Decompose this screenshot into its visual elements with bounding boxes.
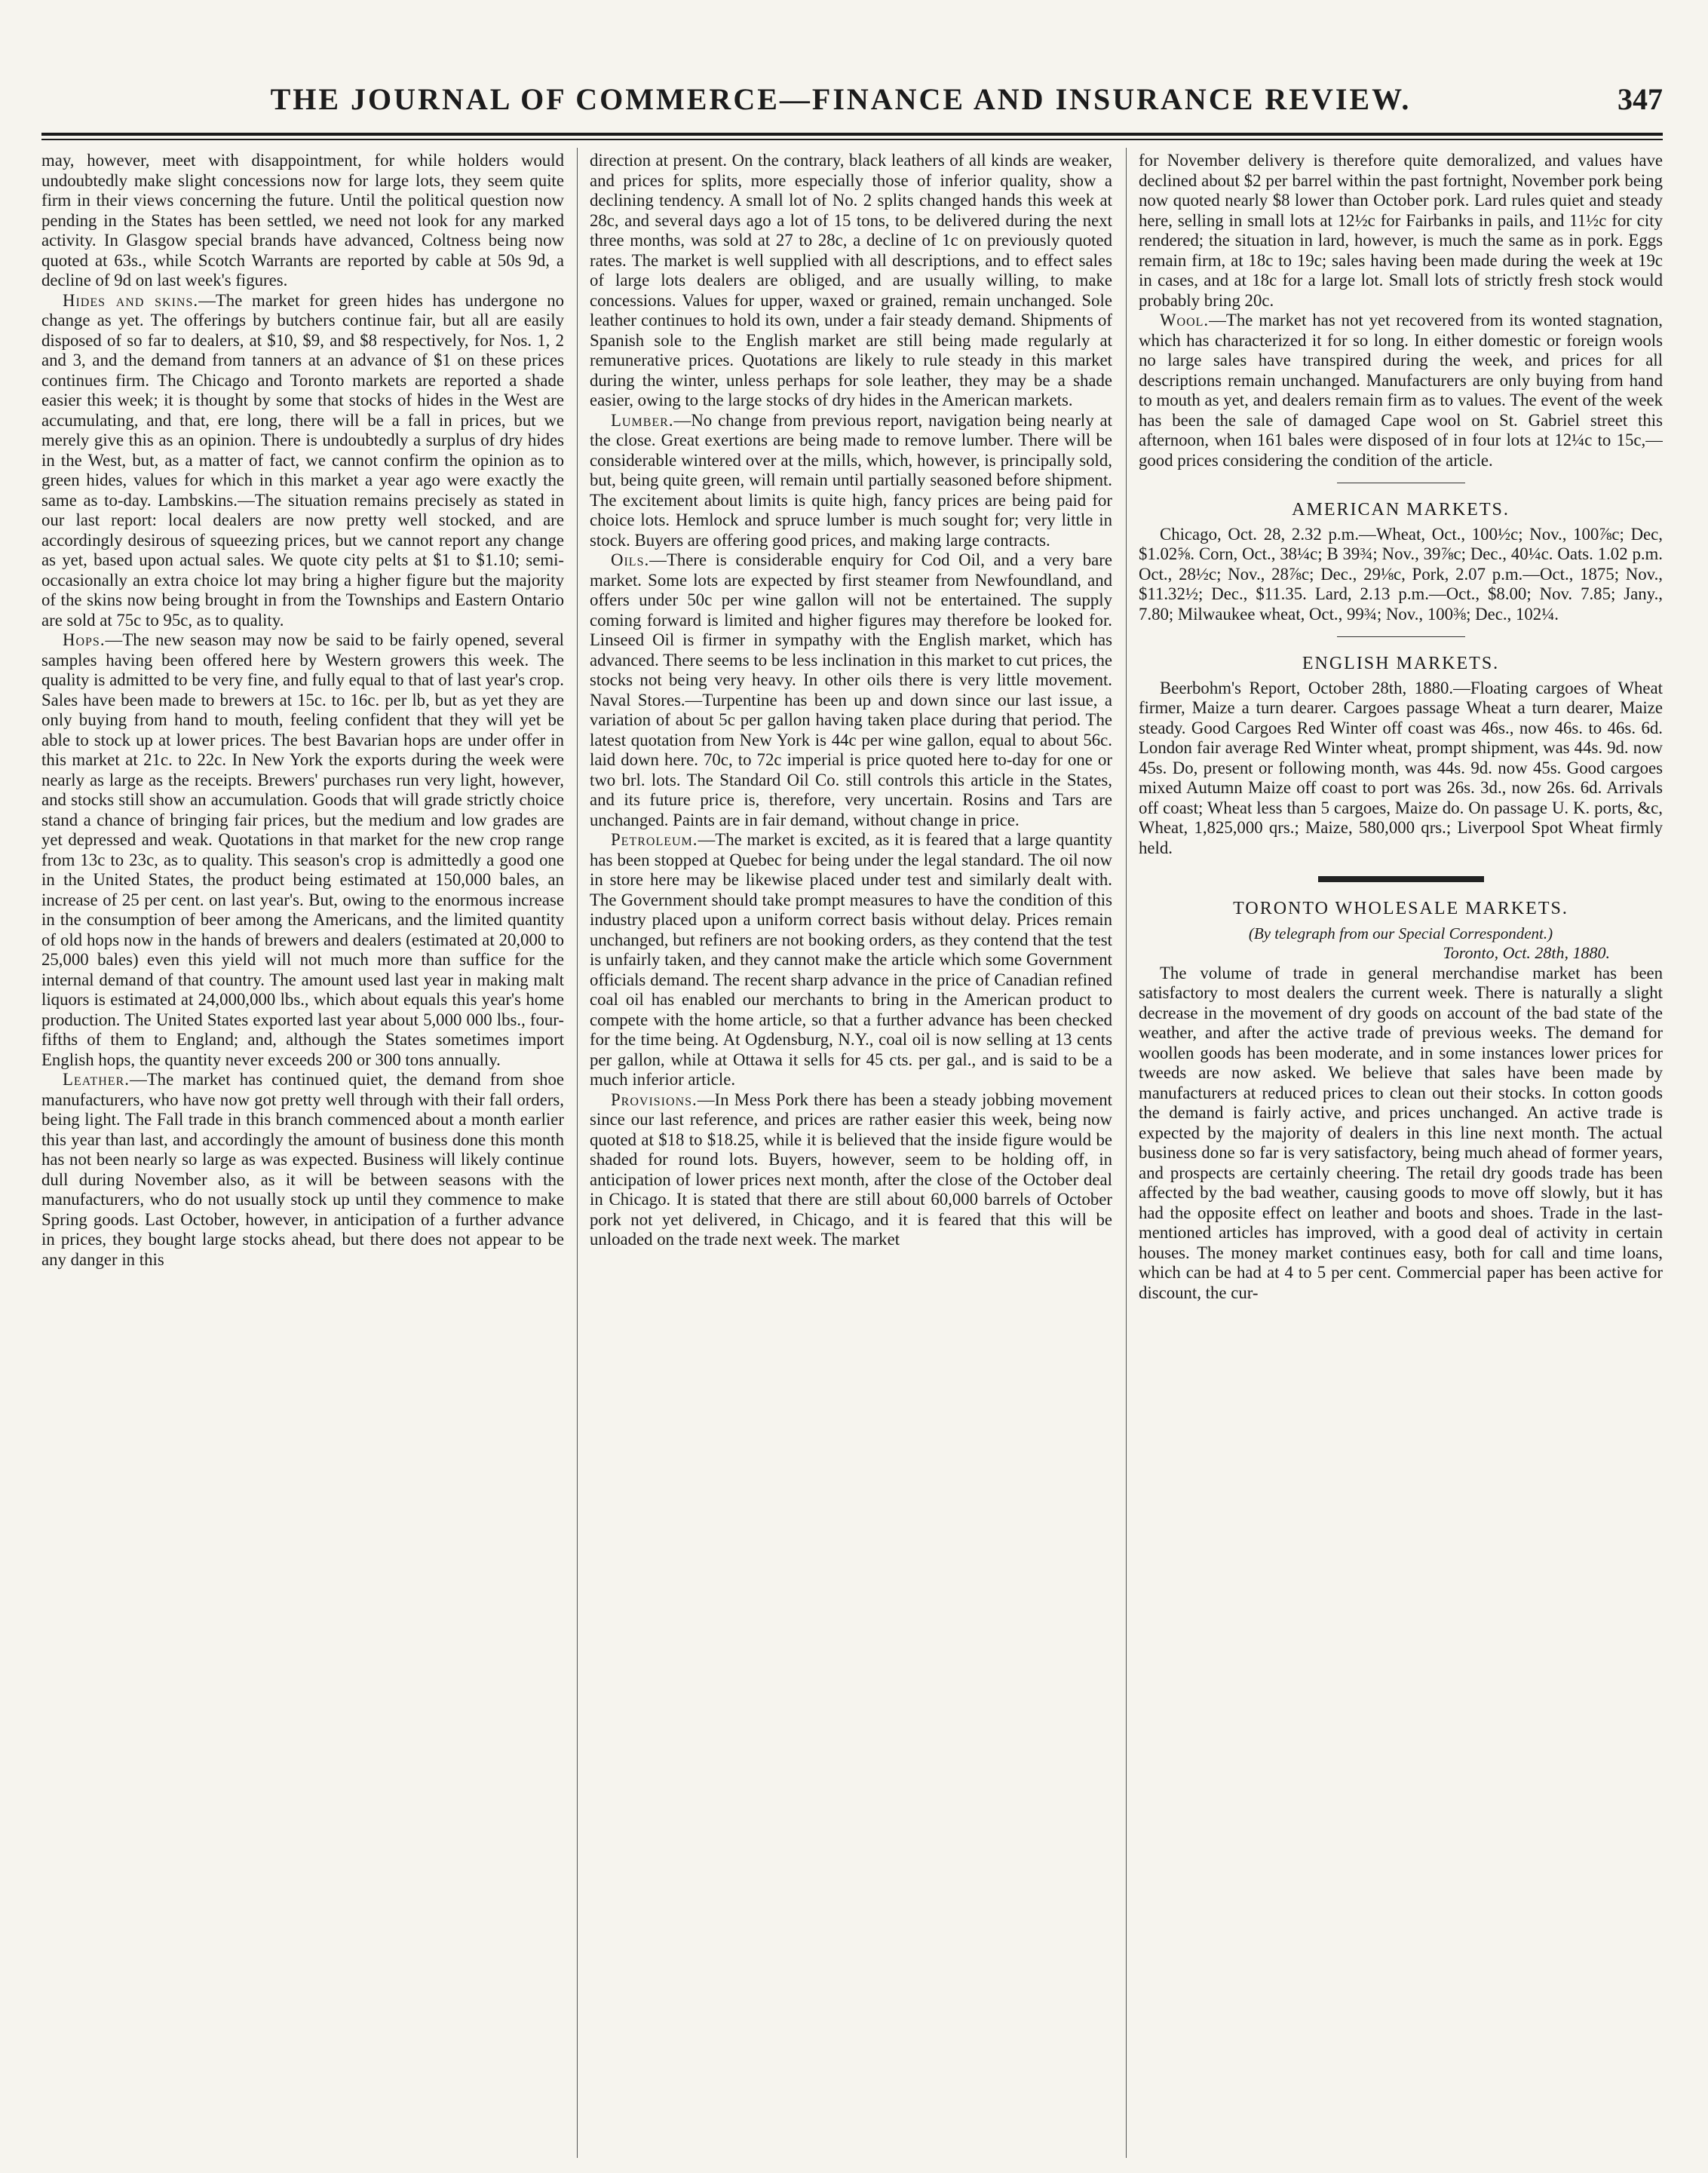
paragraph-petroleum: [590, 830, 1112, 1090]
paragraph-iron-continued: may, however, meet with disappointment, for while holders would undoubtedly make slight concessions now for large lots, they seem quite firm in their views concerning the future. Until the political question now pending in the States has been settled, we need not look for any marked activity. In Glasgow special brands have advanced, Coltness being now quoted at 63s., while Scotch Warrants are reported by cable at 50s 9d, a decline of 9d on last week's figures.: [41, 151, 564, 290]
journal-title: THE JOURNAL OF COMMERCE—FINANCE AND INSURANCE REVIEW.: [270, 82, 1412, 116]
paragraph-toronto-markets: The volume of trade in general merchandise market has been satisfactory to most dealers the current week. There is naturally a slight decrease in the movement of dry goods on account of the bad state of the weather, and after the active trade of previous weeks. The demand for woollen goods has been moderate, and in some instances lower prices for tweeds are now asked. We believe that sales have been made by manufacturers at reduced prices to clean out their stocks. In cotton goods the demand is fairly active, and prices unchanged. An active trade is expected by the majority of dealers in this line next month. The actual business done so far is very satisfactory, being much ahead of former years, and prospects are certainly cheering. The retail dry goods trade has been affected by the bad weather, causing goods to move off slowly, but it has had the opposite effect on leather and boots and shoes. Trade in the last-mentioned articles has improved, with a good deal of activity in certain houses. The money market continues easy, both for call and time loans, which can be had at 4 to 5 per cent. Commercial paper has been active for discount, the cur-: [1139, 963, 1663, 1302]
heading-english-markets: ENGLISH MARKETS.: [1302, 654, 1500, 673]
section-lead-leather: Leather.: [63, 1070, 130, 1089]
column-divider: [577, 148, 578, 2158]
section-body-petroleum: —The market is excited, as it is feared that a large quantity has been stopped at Quebec for being under the legal standard. The oil now in store here may be likewise placed under test and similarly dealt with. The Government should take prompt measures to have the condition of this industry placed upon a uniform correct basis without delay. Prices remain unchanged, but refiners are not booking orders, as they contend that the test is unfairly taken, and they cannot make the article which some Government officials demand. The recent sharp advance in the price of Canadian refined coal oil has enabled our merchants to bring in the American product to compete with the home article, so that a further advance has been checked for the time being. At Ogdensburg, N.Y., coal oil is now selling at 13 cents per gallon, while at Ottawa it sells for 45 cts. per gal., and is said to be a much inferior article.: [590, 830, 1112, 1089]
paragraph-provisions-continued: for November delivery is therefore quite demoralized, and values have declined about $2 per barrel within the past fortnight, November pork being now quoted nearly $8 lower than October pork. Lard rules quiet and steady here, selling in small lots at 12½c for Fairbanks in pails, and 11½c for city rendered; the situation in lard, however, is much the same as in pork. Eggs remain firm, at 18c to 19c; sales having been made during the week at 19c in cases, and at 18c for a large lot. Small lots of strictly fresh stock would probably bring 20c.: [1139, 151, 1663, 310]
section-body-hops: —The new season may now be said to be fairly opened, several samples having been offered here by Western growers this week. The quality is admitted to be very fine, and fully equal to that of last year's crop. Sales have been made to brewers at 15c. to 16c. per lb, but as yet they are only buying from hand to mouth, feeling confident that they will yet be able to stock up at lower prices. The best Bavarian hops are under offer in this market at 21c. to 22c. In New York the exports during the week were nearly as large as the receipts. Brewers' purchases run very light, however, and stocks still show an accumulation. Goods that will grade strictly choice stand a chance of bringing fair prices, but the medium and low grades are yet depressed and weak. Quotations in that market for the new crop range from 13c to 23c, as to quality. This season's crop is admittedly a good one in the United States, the product being estimated at 150,000 bales, an increase of 25 per cent. on last year's. But, owing to the enormous increase in the consumption of beer among the Americans, and the limited quantity of old hops now in the hands of brewers and dealers (estimated at 20,000 to 25,000 bales) even this yield will not much more than suffice for the internal demand of that country. The amount used last year in making malt liquors is estimated at 24,000,000 lbs., which about equals this year's home production. The United States exported last year about 5,000 000 lbs., four-fifths of them to England; and, although the States sometimes import English hops, the quantity never exceeds 200 or 300 tons annually.: [41, 630, 564, 1069]
header-rule-thin: [41, 139, 1663, 140]
column-divider: [1126, 148, 1127, 2158]
column-3: [1139, 151, 1663, 2158]
section-lead-hides: Hides and skins.: [63, 290, 199, 310]
byline: (By telegraph from our Special Correspondent.): [1248, 924, 1553, 942]
paragraph-provisions: [590, 1090, 1112, 1250]
section-divider: [1337, 636, 1465, 637]
ornamental-divider: [1318, 876, 1484, 882]
heading-toronto-markets: TORONTO WHOLESALE MARKETS.: [1233, 899, 1568, 918]
page-header: [41, 81, 1663, 127]
section-body-hides: —The market for green hides has undergone no change as yet. The offerings by butchers continue fair, but all are easily disposed of so far to dealers, at $10, $9, and $8 respectively, for Nos. 1, 2 and 3, and the demand from tanners at an advance of $1 on these prices continues firm. The Chicago and Toronto markets are reported a shade easier this week; it is thought by some that stocks of hides in the West are accumulating, and that, ere long, there will be a fall in prices, but we merely give this as an opinion. There is undoubtedly a surplus of dry hides in the West, but, as a matter of fact, we cannot confirm the opinion as to green hides, values for which in this market a year ago were exactly the same as to-day. Lambskins.—The situation remains precisely as stated in our last report: local dealers are now pretty well stocked, and are accordingly desirous of squeezing prices, but we cannot report any change as yet, based upon actual sales. We quote city pelts at $1 to $1.10; semi-occasionally an extra choice lot may bring a higher figure but the majority of the skins now being brought in from the Townships and Eastern Ontario are sold at 75c to 95c, as to quality.: [41, 290, 564, 630]
paragraph-oils: [590, 550, 1112, 830]
section-lead-hops: Hops.: [63, 630, 106, 649]
dateline: Toronto, Oct. 28th, 1880.: [1443, 943, 1610, 962]
section-lead-provisions: Provisions.: [611, 1090, 698, 1109]
page-number: 347: [1618, 82, 1663, 116]
paragraph-hops: [41, 630, 564, 1070]
section-lead-wool: Wool.: [1160, 311, 1210, 329]
section-body-provisions: —In Mess Pork there has been a steady jobbing movement since our last reference, and prices are rather easier this week, being now quoted at $18 to $18.25, while it is believed that the inside figure would be shaded for round lots. Buyers, however, seem to be holding off, in anticipation of lower prices next month, after the close of the October deal in Chicago. It is stated that there are still about 60,000 barrels of October pork not yet delivered, in Chicago, and it is feared that this will be unloaded on the trade next week. The market: [590, 1090, 1112, 1249]
section-body-lumber: —No change from previous report, navigation being nearly at the close. Great exertions are being made to remove lumber. There will be considerable wintered over at the mills, which, however, is principally sold, but, being quite green, will remain until partially seasoned before shipment. The excitement about limits is quite high, fancy prices are being paid for choice lots. Hemlock and spruce lumber is much sought for; very little in stock. Buyers are offering good prices, and making large contracts.: [590, 410, 1112, 550]
paragraph-leather-continued: direction at present. On the contrary, black leathers of all kinds are weaker, and prices for splits, more especially those of inferior quality, show a declining tendency. A small lot of No. 2 splits changed hands this week at 28c, and several days ago a lot of 15 tons, to be delivered during the next three months, was sold at 27 to 28c, a decline of 1c on previously quoted rates. The market is well supplied with all descriptions, and to effect sales of large lots dealers are obliged, and are usually willing, to make concessions. Values for upper, waxed or grained, remain unchanged. Sole leather continues to hold its own, under a fair steady demand. Shipments of Spanish sole to the English market are still being made regularly at remunerative prices. Quotations are likely to rule steady in this market during the winter, unless perhaps for sole leather, they may be a shade easier, owing to the large stocks of dry hides in the American markets.: [590, 151, 1112, 409]
section-body-leather: —The market has continued quiet, the demand from shoe manufacturers, who have now got pretty well through with their fall orders, being light. The Fall trade in this branch commenced about a month earlier this year than last, and accordingly the amount of business done this month has not been nearly so large as was expected. Business will likely continue dull during November also, as it will be between seasons with the manufacturers, who do not usually stock up until they commence to make Spring goods. Last October, however, in anticipation of a further advance in prices, they bought large stocks ahead, but there does not appear to be any danger in this: [41, 1070, 564, 1269]
header-rule-thick: [41, 133, 1663, 136]
section-body-oils: —There is considerable enquiry for Cod Oil, and a very bare market. Some lots are expected by first steamer from Newfoundland, and offers under 50c per wine gallon will not be entertained. The supply coming forward is limited and higher figures may therefore be looked for. Linseed Oil is firmer in sympathy with the English market, which has advanced. There seems to be less inclination in this market to cut prices, the stocks not being very heavy. In other oils there is very little movement. Naval Stores.—Turpentine has been up and down since our last issue, a variation of about 5c per gallon having taken place during that period. The latest quotation from New York is 44c per wine gallon, equal to about 56c. laid down here. 70c, to 72c imperial is price quoted here to-day for one or two brl. lots. The Standard Oil Co. still controls this article in the States, and its future price is, therefore, very uncertain. Rosins and Tars are unchanged. Paints are in fair demand, without change in price.: [590, 550, 1112, 829]
paragraph-wool: [1139, 311, 1663, 470]
paragraph-hides: [41, 291, 564, 631]
paragraph-lumber: [590, 411, 1112, 551]
paragraph-american-markets: Chicago, Oct. 28, 2.32 p.m.—Wheat, Oct., 100½c; Nov., 100⅞c; Dec, $1.02⅝. Corn, Oct., 38¼c; B 39¾; Nov., 39⅞c; Dec., 40¼c. Oats. 1.02 p.m. Oct., 28½c; Nov., 28⅞c; Dec., 29⅛c, Pork, 2.07 p.m.—Oct., 1875; Nov., $11.32½; Dec., $11.35. Lard, 2.13 p.m.—Oct., $8.00; Nov. 7.85; Jany., 7.80; Milwaukee wheat, Oct., 99¾; Nov., 100⅜; Dec., 102¼.: [1139, 524, 1663, 624]
section-lead-lumber: Lumber.: [611, 410, 674, 430]
column-1: [41, 151, 564, 2158]
section-lead-petroleum: Petroleum.: [611, 830, 698, 849]
paragraph-english-markets: Beerbohm's Report, October 28th, 1880.—Floating cargoes of Wheat firmer, Maize a turn dearer. Cargoes passage Wheat a turn dearer, Maize steady. Good Cargoes Red Winter off coast was 46s., now 46s. to 46s. 6d. London fair average Red Winter wheat, prompt shipment, was 44s. 9d. now 45s. Do, present or following month, was 44s. 9d. now 45s. Good cargoes mixed Autumn Maize off coast to port was 26s. 3d., now 26s. 6d. Arrivals off coast; Wheat less than 5 cargoes, Maize do. On passage U. K. ports, &c, Wheat, 1,825,000 qrs.; Maize, 580,000 qrs.; Liverpool Spot Wheat firmly held.: [1139, 678, 1663, 857]
section-lead-oils: Oils.: [611, 550, 650, 569]
heading-american-markets: AMERICAN MARKETS.: [1292, 500, 1510, 519]
paragraph-leather: [41, 1070, 564, 1270]
section-body-wool: —The market has not yet recovered from its wonted stagnation, which has characterized it for so long. In either domestic or foreign wools no large sales have transpired during the week, and prices for all descriptions remain unchanged. Manufacturers are only buying from hand to mouth as yet, and dealers remain firm as to values. The event of the week has been the sale of damaged Cape wool on St. Gabriel street this afternoon, when 161 bales were disposed of in four lots at 12¼c to 15c,—good prices considering the condition of the article.: [1139, 311, 1663, 470]
column-2: [590, 151, 1112, 2158]
